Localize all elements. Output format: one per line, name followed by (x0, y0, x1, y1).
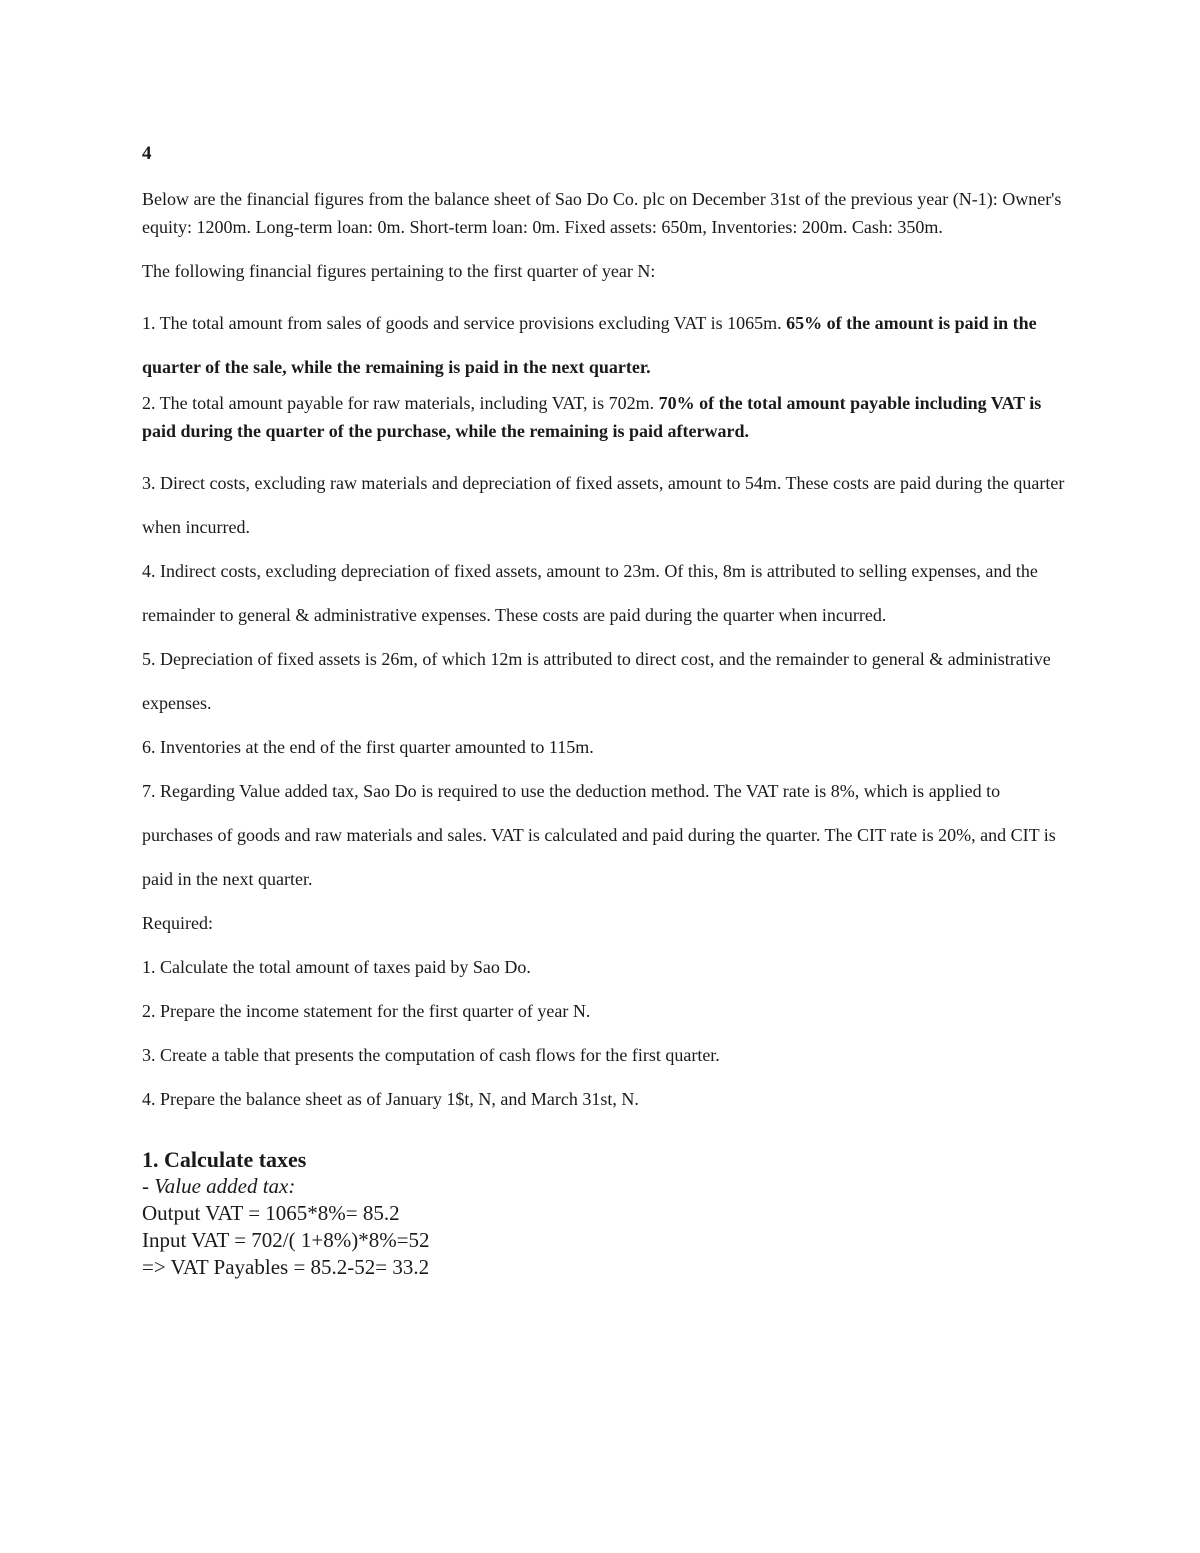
lead-paragraph: The following financial figures pertaining to the first quarter of year N: (142, 261, 656, 281)
item-1 (142, 301, 1072, 389)
output-vat-line: Output VAT = 1065*8%= 85.2 (142, 1201, 400, 1225)
problem-number: 4 (142, 143, 152, 164)
item-3: 3. Direct costs, excluding raw materials and depreciation of fixed assets, amount to 54m. These costs are paid during the quarter when incurred. (142, 473, 1065, 537)
required-4: 4. Prepare the balance sheet as of January 1$t, N, and March 31st, N. (142, 1089, 639, 1109)
required-label: Required: (142, 913, 213, 933)
required-2: 2. Prepare the income statement for the first quarter of year N. (142, 1001, 591, 1021)
input-vat-line: Input VAT = 702/( 1+8%)*8%=52 (142, 1228, 430, 1252)
item-1-bold: 65% of the amount is paid in the quarter of the sale, while the remaining is paid in the next quarter. (142, 313, 1037, 377)
solution-title: 1. Calculate taxes (142, 1147, 307, 1172)
solution-subtitle: - Value added tax: (142, 1174, 296, 1198)
item-5: 5. Depreciation of fixed assets is 26m, of which 12m is attributed to direct cost, and the remainder to general & administrative expenses. (142, 649, 1051, 713)
item-6: 6. Inventories at the end of the first quarter amounted to 115m. (142, 737, 594, 757)
solution-section (142, 1146, 1072, 1281)
required-3: 3. Create a table that presents the computation of cash flows for the first quarter. (142, 1045, 720, 1065)
vat-payables-line: => VAT Payables = 85.2-52= 33.2 (142, 1255, 430, 1279)
intro-paragraph: Below are the financial figures from the balance sheet of Sao Do Co. plc on December 31st of the previous year (N-1): Owner's equity: 1200m. Long-term loan: 0m. Short-term loan: 0m. Fixed assets: 650m, Inventories: 200m. Cash: 350m. (142, 189, 1062, 237)
item-7: 7. Regarding Value added tax, Sao Do is required to use the deduction method. The VAT rate is 8%, which is applied to purchases of goods and raw materials and sales. VAT is calculated and paid during the quarter. The CIT rate is 20%, and CIT is paid in the next quarter. (142, 781, 1056, 889)
required-1: 1. Calculate the total amount of taxes paid by Sao Do. (142, 957, 531, 977)
document-page (142, 140, 1072, 1281)
item-4: 4. Indirect costs, excluding depreciation of fixed assets, amount to 23m. Of this, 8m is attributed to selling expenses, and the remainder to general & administrative expenses. These costs are paid during the quarter when incurred. (142, 561, 1038, 625)
item-1-text: 1. The total amount from sales of goods and service provisions excluding VAT is 1065m. (142, 313, 787, 333)
item-2-text: 2. The total amount payable for raw materials, including VAT, is 702m. (142, 393, 659, 413)
item-2 (142, 389, 1072, 445)
item-2-bold: 70% of the total amount payable including VAT is paid during the quarter of the purchase, while the remaining is paid afterward. (142, 393, 1042, 441)
